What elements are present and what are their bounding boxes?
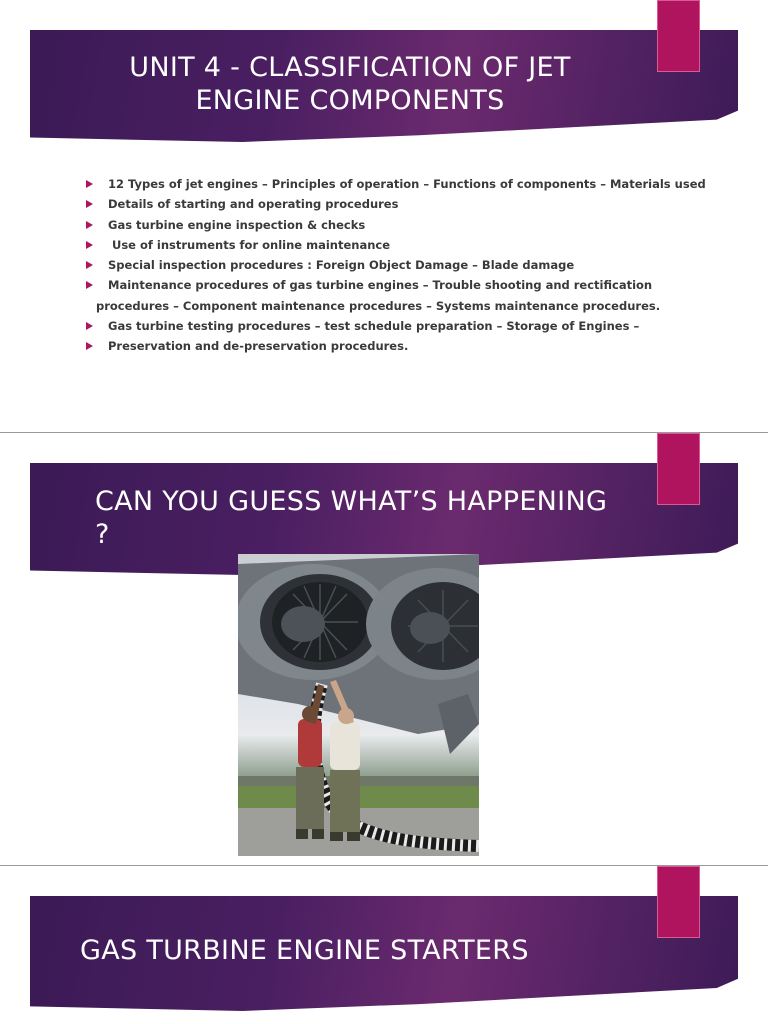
arrow-bullet-icon [86, 261, 93, 269]
bullet-text: 12 Types of jet engines – Principles of operation – Functions of components – Materials used [108, 177, 706, 191]
arrow-bullet-icon [86, 241, 93, 249]
bullet-text: Gas turbine engine inspection & checks [108, 217, 366, 232]
arrow-bullet-icon [86, 342, 93, 350]
bullet-text: Preservation and de-preservation procedures. [108, 339, 409, 354]
bullet-list [86, 174, 726, 357]
bullet-item [86, 336, 726, 356]
slide-title-line-2: ? [95, 519, 110, 550]
bullet-text: Use of instruments for online maintenance [108, 237, 391, 252]
bullet-text: Details of starting and operating procedures [108, 197, 399, 212]
bullet-item [86, 235, 726, 255]
arrow-bullet-icon [86, 281, 93, 289]
aircraft-engine-refuel-photo-icon [238, 554, 479, 856]
slide-title-line-1: CAN YOU GUESS WHAT’S HAPPENING [95, 486, 608, 517]
slide-title-line-1: UNIT 4 - CLASSIFICATION OF JET [129, 52, 571, 83]
aircraft-engine-photo [238, 554, 479, 856]
bullet-text: Gas turbine testing procedures – test schedule preparation – Storage of Engines – [108, 319, 640, 334]
slide-title [95, 485, 655, 551]
bullet-item [86, 174, 726, 194]
arrow-bullet-icon [86, 180, 93, 188]
slide-title-line-2: ENGINE COMPONENTS [195, 85, 505, 116]
bullet-item [86, 316, 726, 336]
arrow-bullet-icon [86, 200, 93, 208]
slide-guess [0, 433, 768, 865]
arrow-bullet-icon [86, 322, 93, 330]
arrow-bullet-icon [86, 221, 93, 229]
slide-title: GAS TURBINE ENGINE STARTERS [80, 935, 529, 966]
bullet-item [86, 194, 726, 214]
bullet-text: Special inspection procedures : Foreign Object Damage – Blade damage [108, 258, 575, 273]
slide-unit4 [0, 0, 768, 432]
slide-starters [0, 866, 768, 1024]
slide-title [30, 51, 670, 117]
bullet-item [86, 215, 726, 235]
bullet-item [86, 255, 726, 275]
bullet-text: Maintenance procedures of gas turbine engines – Trouble shooting and rectification [108, 278, 653, 293]
bullet-item [86, 275, 726, 316]
bullet-continuation: procedures – Component maintenance procedures – Systems maintenance procedures. [96, 298, 661, 313]
accent-tab [657, 433, 700, 505]
accent-tab [657, 866, 700, 938]
